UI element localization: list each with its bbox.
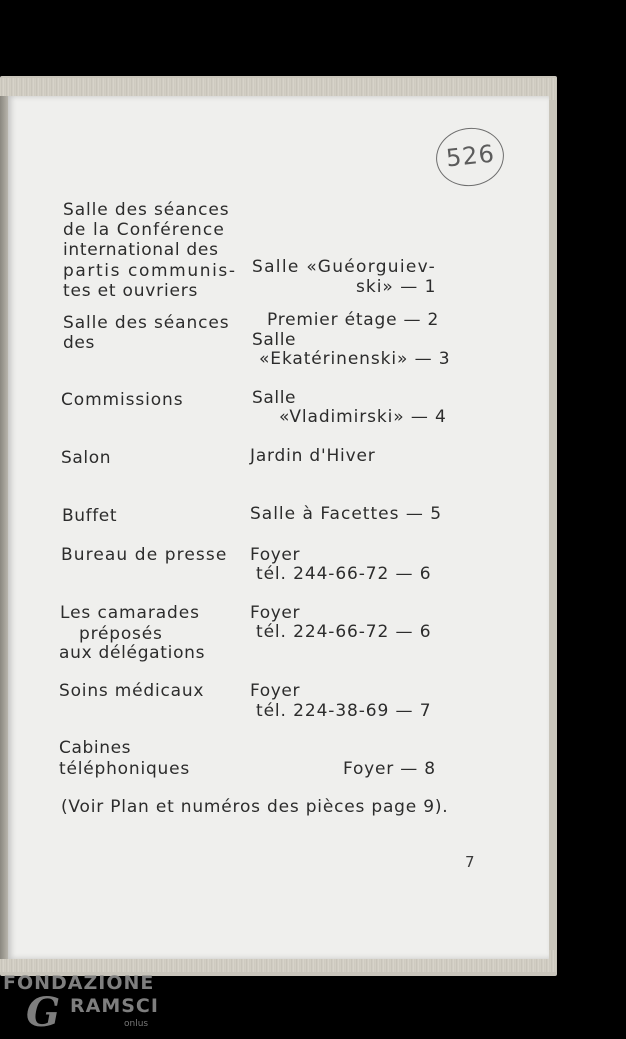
room-name-line: des	[63, 333, 95, 353]
footnote: (Voir Plan et numéros des pièces page 9).	[61, 797, 449, 817]
location-line: Salle	[252, 388, 297, 408]
location-line: tél. 224-38-69 — 7	[256, 701, 432, 721]
room-name-line: Soins médicaux	[59, 681, 205, 701]
room-name-line: Bureau de presse	[61, 545, 228, 565]
location-line: Salle «Guéorguiev-	[252, 257, 437, 277]
location-line: ski» — 1	[356, 277, 437, 297]
room-name-line: Commissions	[61, 390, 184, 410]
page-gutter	[0, 96, 8, 959]
room-name-line: téléphoniques	[59, 759, 191, 779]
room-name-line: tes et ouvriers	[63, 281, 199, 301]
location-line: Foyer	[250, 603, 301, 623]
room-name-line: international des	[63, 240, 219, 260]
location-line: Salle	[252, 330, 297, 350]
room-name-line: Salle des séances	[63, 200, 230, 220]
watermark-line1: FONDAZIONE	[3, 972, 155, 994]
location-line: tél. 244-66-72 — 6	[256, 564, 432, 584]
location-line: Foyer — 8	[343, 759, 436, 779]
location-line: tél. 224-66-72 — 6	[256, 622, 432, 642]
location-line: Salle à Facettes — 5	[250, 504, 443, 524]
room-name-line: partis communis-	[63, 261, 237, 281]
room-name-line: Les camarades	[60, 603, 200, 623]
location-line: «Ekatérinenski» — 3	[259, 349, 451, 369]
location-line: Foyer	[250, 681, 301, 701]
location-line: «Vladimirski» — 4	[279, 407, 447, 427]
room-name-line: aux délégations	[59, 643, 206, 663]
room-name-line: Salon	[61, 448, 112, 468]
page-number: 7	[465, 853, 475, 871]
room-name-line: de la Conférence	[63, 220, 225, 240]
watermark-line2: RAMSCI	[70, 995, 159, 1017]
watermark-letter: G	[26, 989, 61, 1036]
location-line: Foyer	[250, 545, 301, 565]
room-name-line: Cabines	[59, 738, 132, 758]
archive-number: 526	[444, 139, 497, 173]
room-name-line: préposés	[79, 624, 163, 644]
location-line: Jardin d'Hiver	[250, 446, 376, 466]
watermark-line3: onlus	[124, 1019, 149, 1029]
room-name-line: Salle des séances	[63, 313, 230, 333]
location-line: Premier étage — 2	[267, 310, 440, 330]
room-name-line: Buffet	[62, 506, 118, 526]
